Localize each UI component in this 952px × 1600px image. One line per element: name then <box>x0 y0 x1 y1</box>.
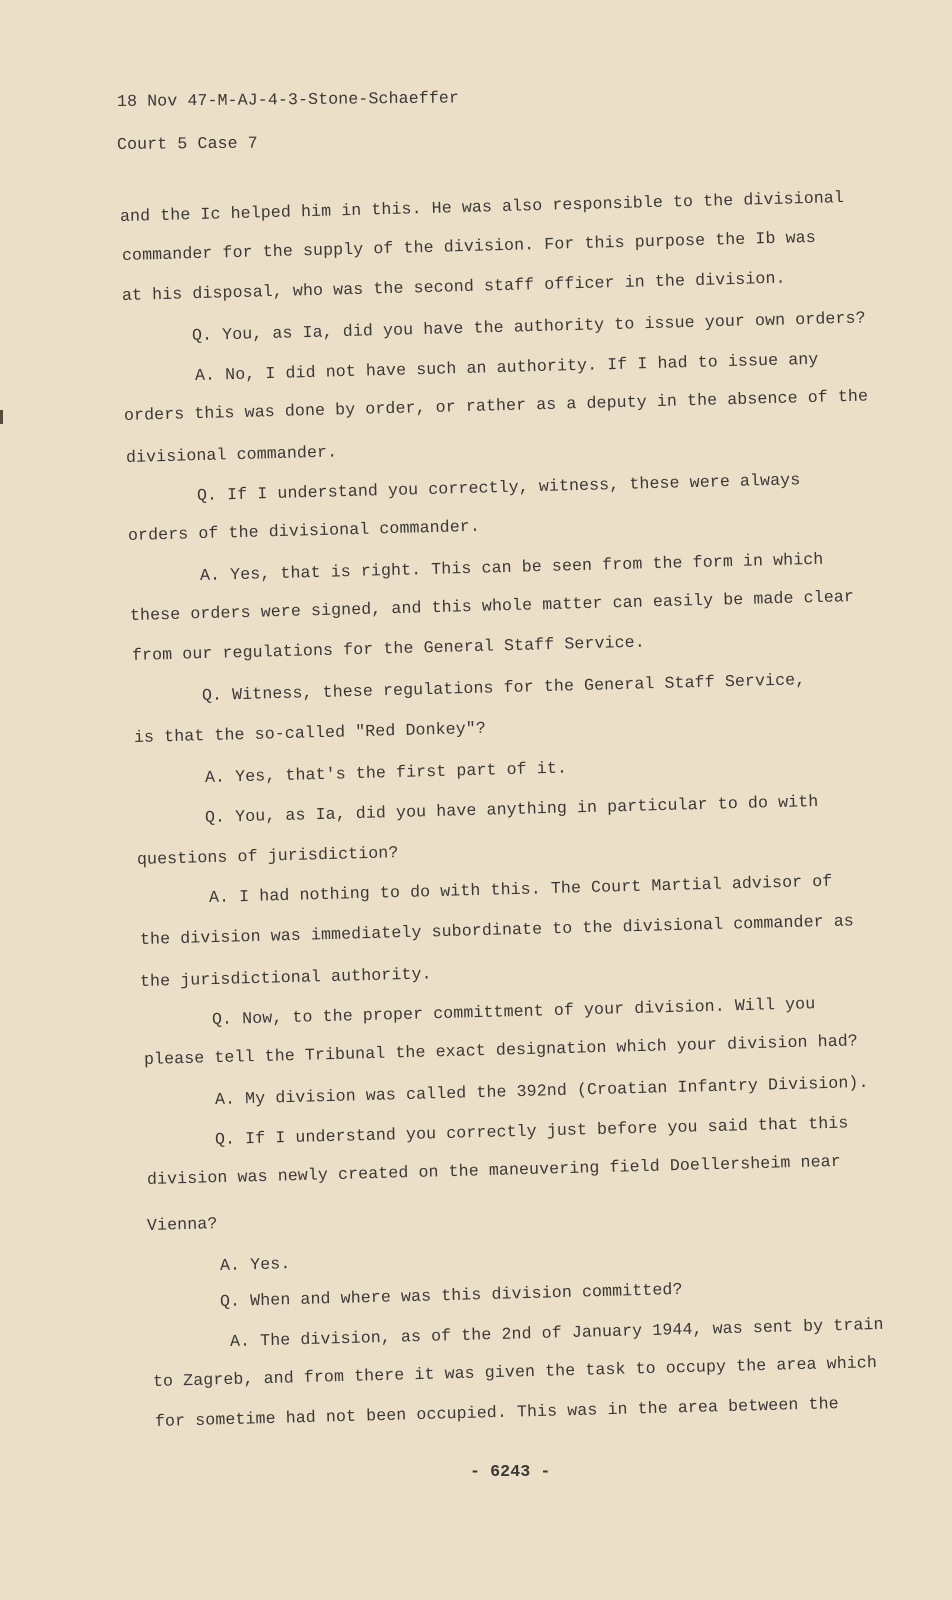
transcript-line: questions of jurisdiction? <box>136 843 399 869</box>
transcript-line: Q. If I understand you correctly just before you said that this <box>214 1113 849 1149</box>
transcript-line: Q. If I understand you correctly, witness, these were always <box>196 470 801 505</box>
transcript-line: Q. You, as Ia, did you have anything in particular to do with <box>204 791 819 827</box>
transcript-line: A. I had nothing to do with this. The Court Martial advisor of <box>208 871 833 907</box>
transcript-line: division was newly created on the maneuvering field Doellersheim near <box>146 1151 842 1189</box>
transcript-line: A. My division was called the 392nd (Croatian Infantry Division). <box>214 1072 869 1109</box>
transcript-line: divisional commander. <box>125 442 338 467</box>
transcript-line: orders of the divisional commander. <box>127 516 481 545</box>
transcript-line: A. The division, as of the 2nd of January 1944, was sent by train <box>229 1314 884 1351</box>
court-case-label: Court 5 Case 7 <box>116 133 258 154</box>
transcript-line: the jurisdictional authority. <box>139 964 432 991</box>
document-reference: 18 Nov 47-M-AJ-4-3-Stone-Schaeffer <box>116 88 460 111</box>
transcript-line: please tell the Tribunal the exact designation which your division had? <box>143 1031 859 1069</box>
transcript-line: Q. Now, to the proper committment of your division. Will you <box>211 994 816 1029</box>
transcript-line: Q. Witness, these regulations for the General Staff Service, <box>201 670 806 705</box>
transcript-line: orders this was done by order, or rather as a deputy in the absence of the <box>123 386 869 425</box>
transcript-line: Q. When and where was this division committed? <box>219 1279 683 1311</box>
transcript-line: A. Yes. <box>219 1254 291 1275</box>
transcript-line: at his disposal, who was the second staff officer in the division. <box>121 268 786 305</box>
transcript-line: A. No, I did not have such an authority. If I had to issue any <box>194 349 819 385</box>
transcript-line: these orders were signed, and this whole matter can easily be made clear <box>129 587 855 625</box>
transcript-line: from our regulations for the General Staff Service. <box>131 632 646 665</box>
transcript-line: to Zagreb, and from there it was given the task to occupy the area which <box>152 1353 878 1391</box>
transcript-line: commander for the supply of the division. For this purpose the Ib was <box>121 227 817 265</box>
transcript-line: is that the so-called "Red Donkey"? <box>133 718 487 747</box>
margin-mark <box>0 410 3 424</box>
transcript-line: the division was immediately subordinate to the divisional commander as <box>139 911 855 949</box>
transcript-line: A. Yes, that is right. This can be seen from the form in which <box>199 549 824 585</box>
transcript-line: Vienna? <box>146 1214 218 1235</box>
transcript-line: and the Ic helped him in this. He was also responsible to the divisional <box>119 188 845 226</box>
transcript-line: Q. You, as Ia, did you have the authority to issue your own orders? <box>191 308 866 345</box>
transcript-line: for sometime had not been occupied. This was in the area between the <box>154 1394 839 1431</box>
page-number: - 6243 - <box>470 1462 551 1481</box>
transcript-line: A. Yes, that's the first part of it. <box>204 758 568 787</box>
